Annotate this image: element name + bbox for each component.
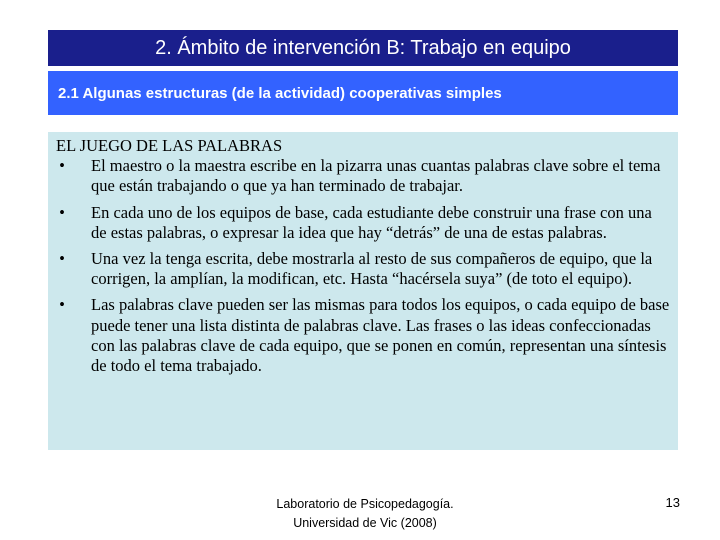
- slide-subtitle-bar: [48, 71, 678, 115]
- content-heading: EL JUEGO DE LAS PALABRAS: [56, 136, 283, 155]
- slide-title: 2. Ámbito de intervención B: Trabajo en equipo: [155, 36, 571, 59]
- bullet-icon: •: [59, 202, 65, 222]
- footer-line-2: Universidad de Vic (2008): [293, 516, 437, 530]
- content-box: [48, 132, 678, 450]
- bullet-text: Una vez la tenga escrita, debe mostrarla al resto de sus compañeros de equipo, que la corrigen, la amplían, la modifican, etc. Hasta “hacérsela suya” (de toto el equipo).: [91, 249, 653, 289]
- footer-credit: [230, 495, 500, 533]
- bullet-item: [56, 295, 670, 376]
- bullet-item: [56, 249, 670, 289]
- page-number: 13: [665, 495, 680, 510]
- slide-title-bar: [48, 30, 678, 66]
- bullet-icon: •: [59, 156, 65, 176]
- footer-line-1: Laboratorio de Psicopedagogía.: [276, 497, 454, 511]
- bullet-text: En cada uno de los equipos de base, cada estudiante debe construir una frase con una de estas palabras, o expresar la idea que hay “detrás” de una de estas palabras.: [91, 202, 652, 242]
- bullet-icon: •: [59, 295, 65, 315]
- bullet-text: Las palabras clave pueden ser las mismas para todos los equipos, o cada equipo de base puede tener una lista distinta de palabras clave. Las frases o las ideas confeccionadas con las palabras clave de cada equipo, que se ponen en común, representan una síntesis de todo el tema trabajado.: [91, 295, 670, 376]
- bullet-text: El maestro o la maestra escribe en la pizarra unas cuantas palabras clave sobre el tema que están trabajando o que ya han terminado de trabajar.: [91, 156, 661, 196]
- bullet-list: [56, 156, 670, 376]
- bullet-item: [56, 156, 670, 196]
- bullet-icon: •: [59, 249, 65, 269]
- bullet-item: [56, 203, 670, 243]
- slide-subtitle: 2.1 Algunas estructuras (de la actividad) cooperativas simples: [58, 84, 502, 102]
